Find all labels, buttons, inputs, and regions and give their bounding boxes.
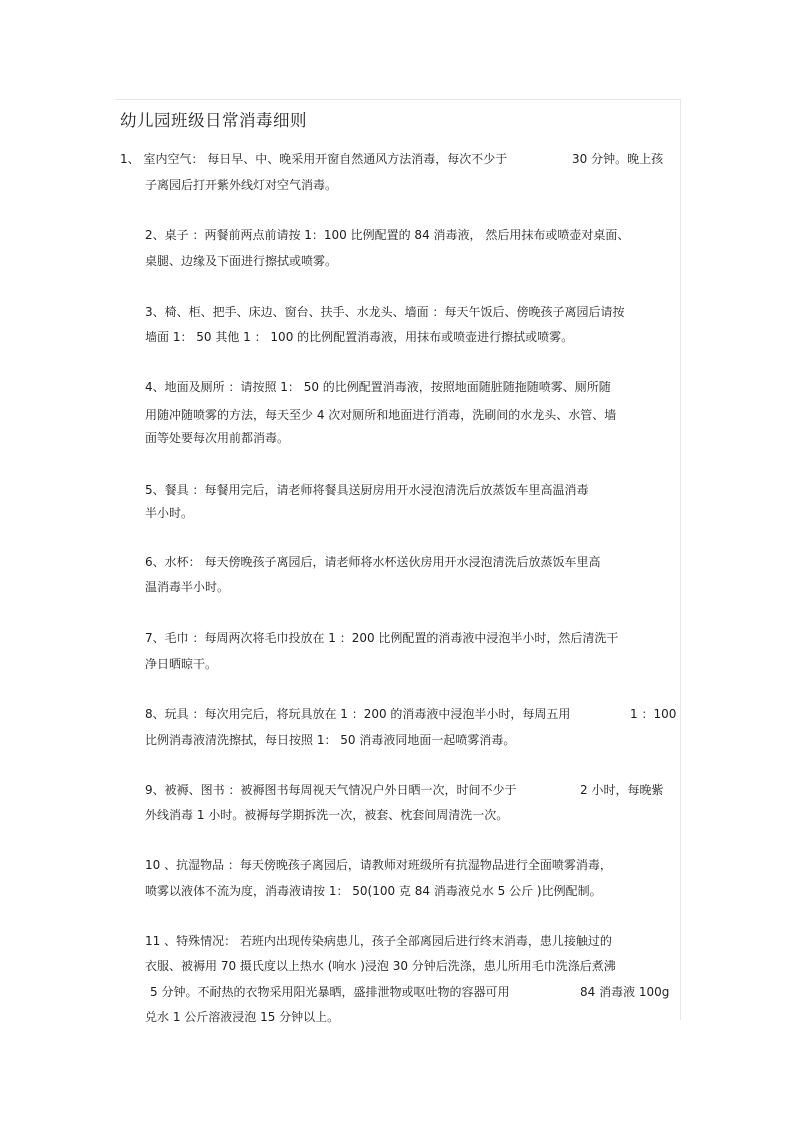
text-segment: 3、椅、柜、把手、床边、窗台、扶手、水龙头、墙面 ：每天午饭后、傍晚孩子离园后请按	[145, 305, 625, 319]
text-segment: 兑水 1 公斤溶液浸泡 15 分钟以上。	[145, 1010, 340, 1024]
text-segment: 墙面 1： 50 其他 1 ： 100 的比例配置消毒液，用抹布或喷壶进行擦拭或喷雾。	[145, 330, 574, 344]
text-segment: 衣服、被褥用 70 摄氏度以上热水 (响水 )浸泡 30 分钟后洗涤，患儿所用毛巾洗涤后煮沸	[145, 959, 616, 973]
text-segment: 6、水杯： 每天傍晚孩子离园后，请老师将水杯送伙房用开水浸泡清洗后放蒸饭车里高	[145, 555, 601, 569]
text-segment: 外线消毒 1 小时。被褥每学期拆洗一次，被套、枕套间周清洗一次。	[145, 808, 509, 822]
text-segment: 10 、抗湿物品 ：每天傍晚孩子离园后，请教师对班级所有抗湿物品进行全面喷雾消毒，	[145, 858, 612, 872]
text-segment: 1、 室内空气： 每日早、中、晚采用开窗自然通风方法消毒，每次不少于	[120, 152, 508, 166]
text-segment: 比例消毒液清洗擦拭，每日按照 1： 50 消毒液同地面一起喷雾消毒。	[145, 733, 516, 747]
text-segment: 用随冲随喷雾的方法，每天至少 4 次对厕所和地面进行消毒，洗刷间的水龙头、水管、墙	[145, 408, 617, 422]
text-segment: 11 、特殊情况： 若班内出现传染病患儿，孩子全部离园后进行终末消毒，患儿接触过的	[145, 934, 612, 948]
text-segment: 1 ：100	[630, 707, 677, 721]
document-title: 幼儿园班级日常消毒细则	[120, 111, 307, 130]
text-segment: 桌腿、边缘及下面进行擦拭或喷雾。	[145, 254, 338, 268]
text-segment: 2、桌子 ：两餐前两点前请按 1：100 比例配置的 84 消毒液， 然后用抹布或喷壶对桌面、	[145, 228, 630, 242]
text-segment: 子离园后打开紫外线灯对空气消毒。	[145, 178, 338, 192]
text-segment: 30 分钟。晚上孩	[572, 152, 664, 166]
text-segment: 84 消毒液 100g	[580, 985, 670, 999]
text-segment: 净日晒晾干。	[145, 657, 218, 671]
text-segment: 喷雾以液体不流为度，消毒液请按 1： 50(100 克 84 消毒液兑水 5 公斤 )比例配制。	[145, 884, 602, 898]
text-segment: 面等处要每次用前都消毒。	[145, 431, 290, 445]
text-segment: 9、被褥、图书 ：被褥图书每周视天气情况户外日晒一次，时间不少于	[145, 783, 517, 797]
text-segment: 5 分钟。不耐热的衣物采用阳光暴晒，盛排泄物或呕吐物的容器可用	[150, 985, 510, 999]
text-segment: 5、餐具 ：每餐用完后，请老师将餐具送厨房用开水浸泡清洗后放蒸饭车里高温消毒	[145, 483, 589, 497]
text-segment: 7、毛巾 ：每周两次将毛巾投放在 1 ：200 比例配置的消毒液中浸泡半小时，然后清洗干	[145, 631, 619, 645]
text-segment: 2 小时，每晚紫	[580, 783, 664, 797]
text-segment: 4、地面及厕所 ：请按照 1： 50 的比例配置消毒液，按照地面随脏随拖随喷雾、厕所随	[145, 380, 611, 394]
text-segment: 半小时。	[145, 506, 194, 520]
text-segment: 温消毒半小时。	[145, 580, 230, 594]
text-segment: 8、玩具 ：每次用完后，将玩具放在 1 ：200 的消毒液中浸泡半小时，每周五用	[145, 707, 571, 721]
